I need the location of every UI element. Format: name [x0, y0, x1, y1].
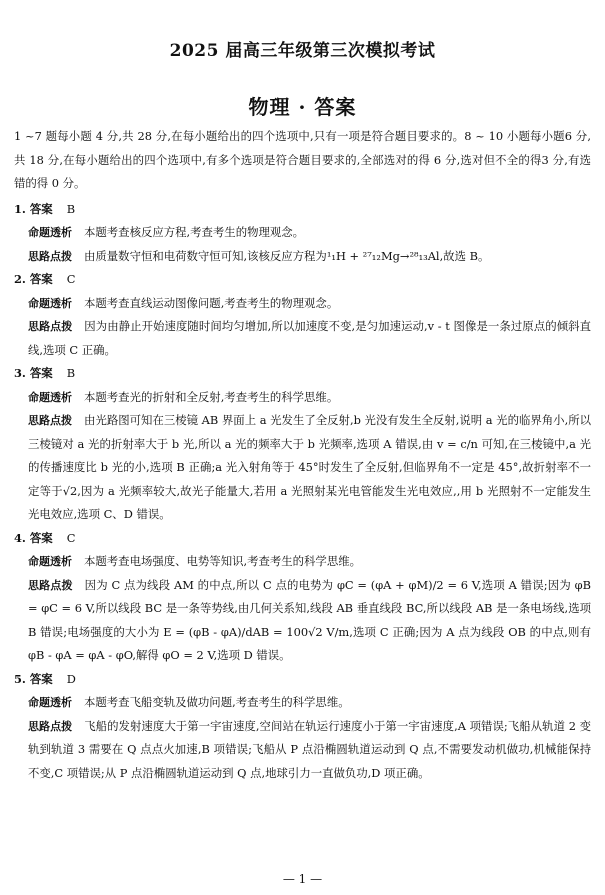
question-block: [14, 668, 591, 786]
question-block: [14, 198, 591, 269]
question-number: 2.: [14, 272, 26, 286]
scoring-instructions: 1 ~7 题每小题 4 分,共 28 分,在每小题给出的四个选项中,只有一项是符合题目要求的。8 ~ 10 小题每小题6 分,共 18 分,在每小题给出的四个选项中,有多个选项是符合题目要求的,全部选对的得 6 分,选对但不全的得3 分,有选错的得 0 分。: [14, 129, 591, 190]
hint-text: 因为由静止开始速度随时间均匀增加,所以加速度不变,是匀加速运动,v - t 图像是一条过原点的倾斜直线,选项 C 正确。: [28, 319, 591, 357]
analysis-label: 命题透析: [28, 555, 72, 568]
question-number: 4.: [14, 530, 26, 545]
analysis-label: 命题透析: [28, 696, 72, 709]
hint-row: [28, 715, 591, 786]
exam-subtitle: 物理 · 答案: [248, 95, 357, 119]
hint-label: 思路点拨: [28, 414, 73, 427]
question-number: 1.: [14, 201, 26, 216]
question-number: 5.: [14, 671, 26, 686]
analysis-text: 本题考查电场强度、电势等知识,考查考生的科学思维。: [84, 554, 361, 568]
question-block: [14, 362, 591, 527]
answer-value: C: [66, 272, 76, 286]
answer-value: B: [66, 201, 76, 216]
hint-label: 思路点拨: [28, 578, 73, 592]
answer-value: B: [66, 366, 76, 380]
question-header: [14, 527, 591, 551]
hint-row: [28, 245, 591, 269]
analysis-row: [28, 221, 591, 245]
hint-row: [28, 315, 591, 362]
analysis-row: [28, 292, 591, 316]
analysis-row: [28, 691, 591, 715]
page-number: — 1 —: [282, 872, 323, 886]
analysis-label: 命题透析: [28, 390, 72, 404]
analysis-label: 命题透析: [28, 296, 72, 310]
hint-label: 思路点拨: [28, 249, 72, 263]
question-header: [14, 198, 591, 222]
question-header: [14, 268, 591, 292]
answer-value: C: [66, 530, 76, 545]
hint-row: [28, 574, 591, 668]
answer-content: [14, 125, 591, 785]
answer-label: 答案: [29, 530, 53, 545]
analysis-text: 本题考查核反应方程,考查考生的物理观念。: [84, 225, 305, 239]
hint-text: 因为 C 点为线段 AM 的中点,所以 C 点的电势为 φC = (φA + φM)/2 = 6 V,选项 A 错误;因为 φB = φC = 6 V,所以线段 BC 是一条等势线,由几何关系知,线段 AB 垂直线段 BC,所以线段 AB 是一条电场线,选项 B 错误;电场强度的大小为 E = (φB - φA)/dAB = 100√2 V/m,选项 C 正确;因为 A 点为线段 OB 的中点,则有 φB - φA = φA - φO,解得 φO = 2 V,选项 D 错误。: [28, 577, 591, 662]
analysis-row: [28, 386, 591, 410]
hint-row: [28, 409, 591, 527]
analysis-text: 本题考查光的折射和全反射,考查考生的科学思维。: [84, 389, 339, 404]
answer-label: 答案: [29, 366, 53, 380]
analysis-row: [28, 550, 591, 574]
hint-text: 飞船的发射速度大于第一宇宙速度,空间站在轨运行速度小于第一宇宙速度,A 项错误;飞船从轨道 2 变轨到轨道 3 需要在 Q 点点火加速,B 项错误;飞船从 P 点沿椭圆轨道运动到 Q 点,不需要发动机做功,机械能保持不变,C 项错误;从 P 点沿椭圆轨道运动到 Q 点,地球引力一直做负功,D 项正确。: [28, 718, 592, 780]
question-block: [14, 527, 591, 668]
exam-title: 2025 届高三年级第三次模拟考试: [169, 41, 436, 61]
analysis-text: 本题考查飞船变轨及做功问题,考查考生的科学思维。: [84, 695, 350, 709]
answer-label: 答案: [29, 201, 53, 216]
hint-label: 思路点拨: [28, 719, 73, 733]
answer-label: 答案: [29, 671, 53, 686]
hint-text: 由质量数守恒和电荷数守恒可知,该核反应方程为¹₁H + ²⁷₁₂Mg→²⁸₁₃Al,故选 B。: [84, 248, 490, 263]
analysis-label: 命题透析: [28, 226, 72, 239]
hint-label: 思路点拨: [28, 320, 73, 333]
analysis-text: 本题考查直线运动图像问题,考查考生的物理观念。: [84, 295, 339, 310]
answer-label: 答案: [29, 272, 53, 286]
question-header: [14, 362, 591, 386]
hint-text: 由光路图可知在三棱镜 AB 界面上 a 光发生了全反射,b 光没有发生全反射,说明 a 光的临界角小,所以三棱镜对 a 光的折射率大于 b 光,所以 a 光的频率大于 b 光频率,选项 A 错误,由 v = c/n 可知,在三棱镜中,a 光的传播速度比 b 光的小,选项 B 正确;a 光入射角等于 45°时发生了全反射,但临界角不一定是 45°,故折射率不一定等于√2,因为 a 光频率较大,故光子能量大,若用 a 光照射某光电管能发生光电效应,,用 b 光照射不一定能发生光电效应,选项 C、D 错误。: [28, 413, 592, 521]
question-block: [14, 268, 591, 362]
question-header: [14, 668, 591, 692]
question-number: 3.: [14, 366, 26, 380]
answer-value: D: [66, 671, 76, 686]
